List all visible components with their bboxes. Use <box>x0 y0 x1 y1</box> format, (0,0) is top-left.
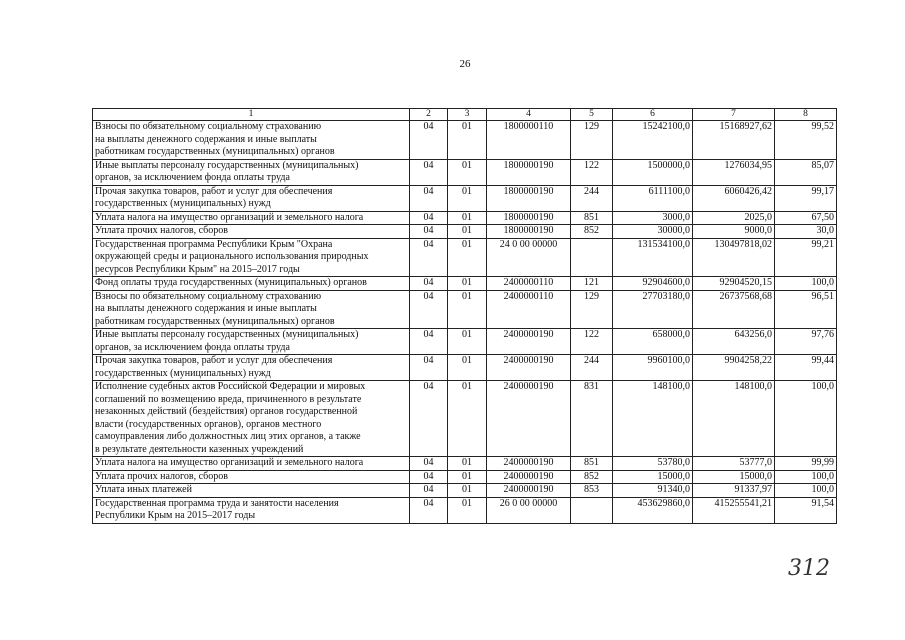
row-planned-cell: 658000,0 <box>613 329 693 355</box>
row-name-cell: Исполнение судебных актов Российской Федерации и мировых соглашений по возмещению вреда, причиненного в результате незаконных действий (бездействия) органов государственной власти (государственных органов), органов местного самоуправления либо должностных лиц этих органов, а также в результате деятельности казенных учреждений <box>93 381 410 457</box>
row-executed-cell: 15168927,62 <box>693 121 775 160</box>
row-name-cell: Уплата прочих налогов, сборов <box>93 470 410 484</box>
row-percent-cell: 30,0 <box>775 225 837 239</box>
column-header-8: 8 <box>775 109 837 121</box>
row-expense-type-cell <box>571 238 613 277</box>
row-expense-type-cell: 129 <box>571 121 613 160</box>
row-executed-cell: 26737568,68 <box>693 290 775 329</box>
row-percent-cell: 99,17 <box>775 185 837 211</box>
row-name-cell: Уплата прочих налогов, сборов <box>93 225 410 239</box>
table-header-row <box>93 109 837 121</box>
row-executed-cell: 9000,0 <box>693 225 775 239</box>
row-section-cell: 04 <box>410 159 448 185</box>
column-header-4: 4 <box>487 109 571 121</box>
row-section-cell: 04 <box>410 497 448 523</box>
table-row <box>93 484 837 498</box>
budget-table <box>92 108 837 524</box>
row-name-cell: Прочая закупка товаров, работ и услуг для обеспечения государственных (муниципальных) нужд <box>93 355 410 381</box>
row-target-article-cell: 1800000110 <box>487 121 571 160</box>
row-section-cell: 04 <box>410 381 448 457</box>
table-row <box>93 470 837 484</box>
row-name-cell: Иные выплаты персоналу государственных (муниципальных) органов, за исключением фонда оплаты труда <box>93 159 410 185</box>
table-row <box>93 185 837 211</box>
row-subsection-cell: 01 <box>448 277 487 291</box>
row-name-cell: Государственная программа Республики Крым "Охрана окружающей среды и рационального использования природных ресурсов Республики Крым" на 2015–2017 годы <box>93 238 410 277</box>
row-percent-cell: 99,52 <box>775 121 837 160</box>
row-name-cell: Уплата иных платежей <box>93 484 410 498</box>
table-row <box>93 497 837 523</box>
row-expense-type-cell: 244 <box>571 185 613 211</box>
row-section-cell: 04 <box>410 277 448 291</box>
row-expense-type-cell: 853 <box>571 484 613 498</box>
column-header-2: 2 <box>410 109 448 121</box>
page-number: 26 <box>459 58 471 70</box>
row-section-cell: 04 <box>410 329 448 355</box>
row-executed-cell: 1276034,95 <box>693 159 775 185</box>
row-name-cell: Иные выплаты персоналу государственных (муниципальных) органов, за исключением фонда оплаты труда <box>93 329 410 355</box>
row-percent-cell: 99,44 <box>775 355 837 381</box>
row-planned-cell: 15242100,0 <box>613 121 693 160</box>
row-section-cell: 04 <box>410 290 448 329</box>
row-target-article-cell: 2400000190 <box>487 484 571 498</box>
row-executed-cell: 15000,0 <box>693 470 775 484</box>
row-subsection-cell: 01 <box>448 497 487 523</box>
row-planned-cell: 30000,0 <box>613 225 693 239</box>
row-target-article-cell: 2400000190 <box>487 329 571 355</box>
row-name-cell: Государственная программа труда и занятости населения Республики Крым на 2015–2017 годы <box>93 497 410 523</box>
row-percent-cell: 100,0 <box>775 470 837 484</box>
row-section-cell: 04 <box>410 211 448 225</box>
row-target-article-cell: 2400000110 <box>487 290 571 329</box>
row-planned-cell: 9960100,0 <box>613 355 693 381</box>
row-target-article-cell: 26 0 00 00000 <box>487 497 571 523</box>
row-planned-cell: 91340,0 <box>613 484 693 498</box>
row-target-article-cell: 2400000110 <box>487 277 571 291</box>
column-header-5: 5 <box>571 109 613 121</box>
row-expense-type-cell: 121 <box>571 277 613 291</box>
row-target-article-cell: 2400000190 <box>487 381 571 457</box>
row-name-cell: Взносы по обязательному социальному страхованию на выплаты денежного содержания и иные выплаты работникам государственных (муниципальных) органов <box>93 290 410 329</box>
row-percent-cell: 100,0 <box>775 484 837 498</box>
row-section-cell: 04 <box>410 185 448 211</box>
row-subsection-cell: 01 <box>448 290 487 329</box>
row-expense-type-cell: 122 <box>571 159 613 185</box>
row-expense-type-cell: 852 <box>571 225 613 239</box>
table-row <box>93 159 837 185</box>
row-planned-cell: 148100,0 <box>613 381 693 457</box>
row-expense-type-cell: 129 <box>571 290 613 329</box>
row-expense-type-cell: 831 <box>571 381 613 457</box>
table-row <box>93 457 837 471</box>
row-target-article-cell: 1800000190 <box>487 225 571 239</box>
row-subsection-cell: 01 <box>448 355 487 381</box>
row-target-article-cell: 24 0 00 00000 <box>487 238 571 277</box>
row-section-cell: 04 <box>410 225 448 239</box>
row-percent-cell: 96,51 <box>775 290 837 329</box>
row-percent-cell: 91,54 <box>775 497 837 523</box>
row-subsection-cell: 01 <box>448 484 487 498</box>
row-subsection-cell: 01 <box>448 185 487 211</box>
row-percent-cell: 67,50 <box>775 211 837 225</box>
row-percent-cell: 100,0 <box>775 277 837 291</box>
column-header-7: 7 <box>693 109 775 121</box>
row-name-cell: Взносы по обязательному социальному страхованию на выплаты денежного содержания и иные выплаты работникам государственных (муниципальных) органов <box>93 121 410 160</box>
table-row <box>93 355 837 381</box>
row-name-cell: Прочая закупка товаров, работ и услуг для обеспечения государственных (муниципальных) нужд <box>93 185 410 211</box>
row-executed-cell: 415255541,21 <box>693 497 775 523</box>
row-expense-type-cell: 244 <box>571 355 613 381</box>
row-section-cell: 04 <box>410 484 448 498</box>
row-executed-cell: 6060426,42 <box>693 185 775 211</box>
row-section-cell: 04 <box>410 355 448 381</box>
row-subsection-cell: 01 <box>448 225 487 239</box>
row-planned-cell: 92904600,0 <box>613 277 693 291</box>
row-name-cell: Уплата налога на имущество организаций и земельного налога <box>93 211 410 225</box>
row-subsection-cell: 01 <box>448 329 487 355</box>
row-subsection-cell: 01 <box>448 470 487 484</box>
row-subsection-cell: 01 <box>448 238 487 277</box>
table-row <box>93 381 837 457</box>
row-subsection-cell: 01 <box>448 121 487 160</box>
row-section-cell: 04 <box>410 457 448 471</box>
table-row <box>93 238 837 277</box>
row-target-article-cell: 2400000190 <box>487 355 571 381</box>
column-header-3: 3 <box>448 109 487 121</box>
row-executed-cell: 643256,0 <box>693 329 775 355</box>
row-expense-type-cell: 851 <box>571 457 613 471</box>
row-executed-cell: 148100,0 <box>693 381 775 457</box>
row-section-cell: 04 <box>410 470 448 484</box>
row-planned-cell: 6111100,0 <box>613 185 693 211</box>
row-target-article-cell: 1800000190 <box>487 211 571 225</box>
row-executed-cell: 2025,0 <box>693 211 775 225</box>
table-row <box>93 329 837 355</box>
row-planned-cell: 15000,0 <box>613 470 693 484</box>
table-row <box>93 211 837 225</box>
row-planned-cell: 1500000,0 <box>613 159 693 185</box>
row-planned-cell: 3000,0 <box>613 211 693 225</box>
row-expense-type-cell: 852 <box>571 470 613 484</box>
row-percent-cell: 100,0 <box>775 381 837 457</box>
table-row <box>93 225 837 239</box>
table-row <box>93 290 837 329</box>
row-subsection-cell: 01 <box>448 457 487 471</box>
row-executed-cell: 9904258,22 <box>693 355 775 381</box>
row-percent-cell: 85,07 <box>775 159 837 185</box>
table-row <box>93 277 837 291</box>
row-subsection-cell: 01 <box>448 159 487 185</box>
row-executed-cell: 53777,0 <box>693 457 775 471</box>
row-target-article-cell: 2400000190 <box>487 470 571 484</box>
row-section-cell: 04 <box>410 238 448 277</box>
row-name-cell: Уплата налога на имущество организаций и земельного налога <box>93 457 410 471</box>
row-percent-cell: 99,21 <box>775 238 837 277</box>
row-planned-cell: 53780,0 <box>613 457 693 471</box>
row-subsection-cell: 01 <box>448 211 487 225</box>
row-executed-cell: 130497818,02 <box>693 238 775 277</box>
row-planned-cell: 131534100,0 <box>613 238 693 277</box>
row-target-article-cell: 2400000190 <box>487 457 571 471</box>
table-row <box>93 121 837 160</box>
row-section-cell: 04 <box>410 121 448 160</box>
row-expense-type-cell <box>571 497 613 523</box>
row-target-article-cell: 1800000190 <box>487 159 571 185</box>
row-expense-type-cell: 122 <box>571 329 613 355</box>
row-planned-cell: 453629860,0 <box>613 497 693 523</box>
row-target-article-cell: 1800000190 <box>487 185 571 211</box>
handwritten-page-number: 312 <box>788 556 830 581</box>
column-header-6: 6 <box>613 109 693 121</box>
row-planned-cell: 27703180,0 <box>613 290 693 329</box>
row-percent-cell: 99,99 <box>775 457 837 471</box>
row-expense-type-cell: 851 <box>571 211 613 225</box>
column-header-1: 1 <box>93 109 410 121</box>
row-executed-cell: 91337,97 <box>693 484 775 498</box>
row-subsection-cell: 01 <box>448 381 487 457</box>
row-name-cell: Фонд оплаты труда государственных (муниципальных) органов <box>93 277 410 291</box>
row-percent-cell: 97,76 <box>775 329 837 355</box>
row-executed-cell: 92904520,15 <box>693 277 775 291</box>
